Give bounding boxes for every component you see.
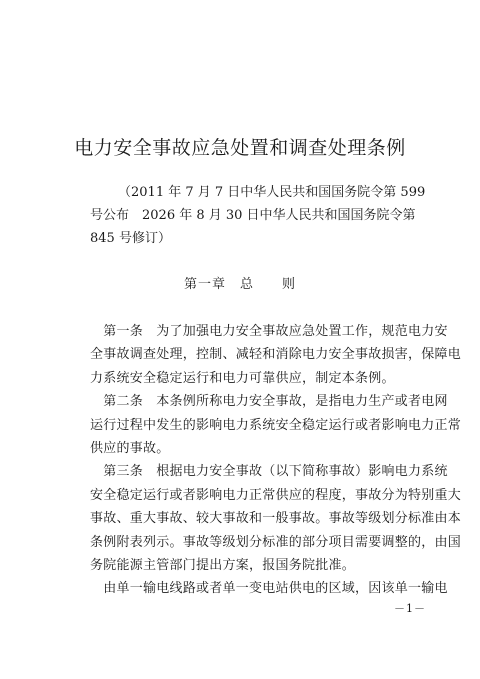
body-line: 全事故调查处理，控制、减轻和消除电力安全事故损害，保障电	[90, 347, 462, 363]
body-line: 事故、重大事故、较大事故和一般事故。事故等级划分标准由本	[90, 511, 462, 527]
promulgation-line-3: 845 号修订）	[90, 231, 171, 246]
body-line: 力系统安全稳定运行和电力可靠供应，制定本条例。	[90, 370, 395, 386]
body-line: 运行过程中发生的影响电力系统安全稳定运行或者影响电力正常	[90, 417, 462, 433]
promulgation-note	[90, 181, 426, 250]
document-title: 电力安全事故应急处置和调查处理条例	[74, 137, 406, 159]
body-line: 第三条 根据电力安全事故（以下简称事故）影响电力系统	[90, 464, 448, 480]
page-number: －1－	[394, 602, 426, 615]
body-line: 供应的事故。	[90, 441, 170, 457]
body-text	[90, 320, 462, 601]
body-line: 安全稳定运行或者影响电力正常供应的程度，事故分为特别重大	[90, 487, 462, 503]
body-line: 条例附表列示。事故等级划分标准的部分项目需要调整的，由国	[90, 534, 462, 550]
promulgation-line-1: （2011 年 7 月 7 日中华人民共和国国务院令第 599	[118, 185, 426, 200]
body-line: 由单一输电线路或者单一变电站供电的区域，因该单一输电	[90, 581, 448, 597]
body-line: 务院能源主管部门提出方案，报国务院批准。	[90, 558, 356, 574]
body-line: 第二条 本条例所称电力安全事故，是指电力生产或者电网	[90, 394, 448, 410]
chapter-heading: 第一章 总 则	[183, 277, 296, 292]
body-line: 第一条 为了加强电力安全事故应急处置工作，规范电力安	[90, 324, 448, 339]
promulgation-line-2: 号公布 2026 年 8 月 30 日中华人民共和国国务院令第	[90, 208, 416, 223]
